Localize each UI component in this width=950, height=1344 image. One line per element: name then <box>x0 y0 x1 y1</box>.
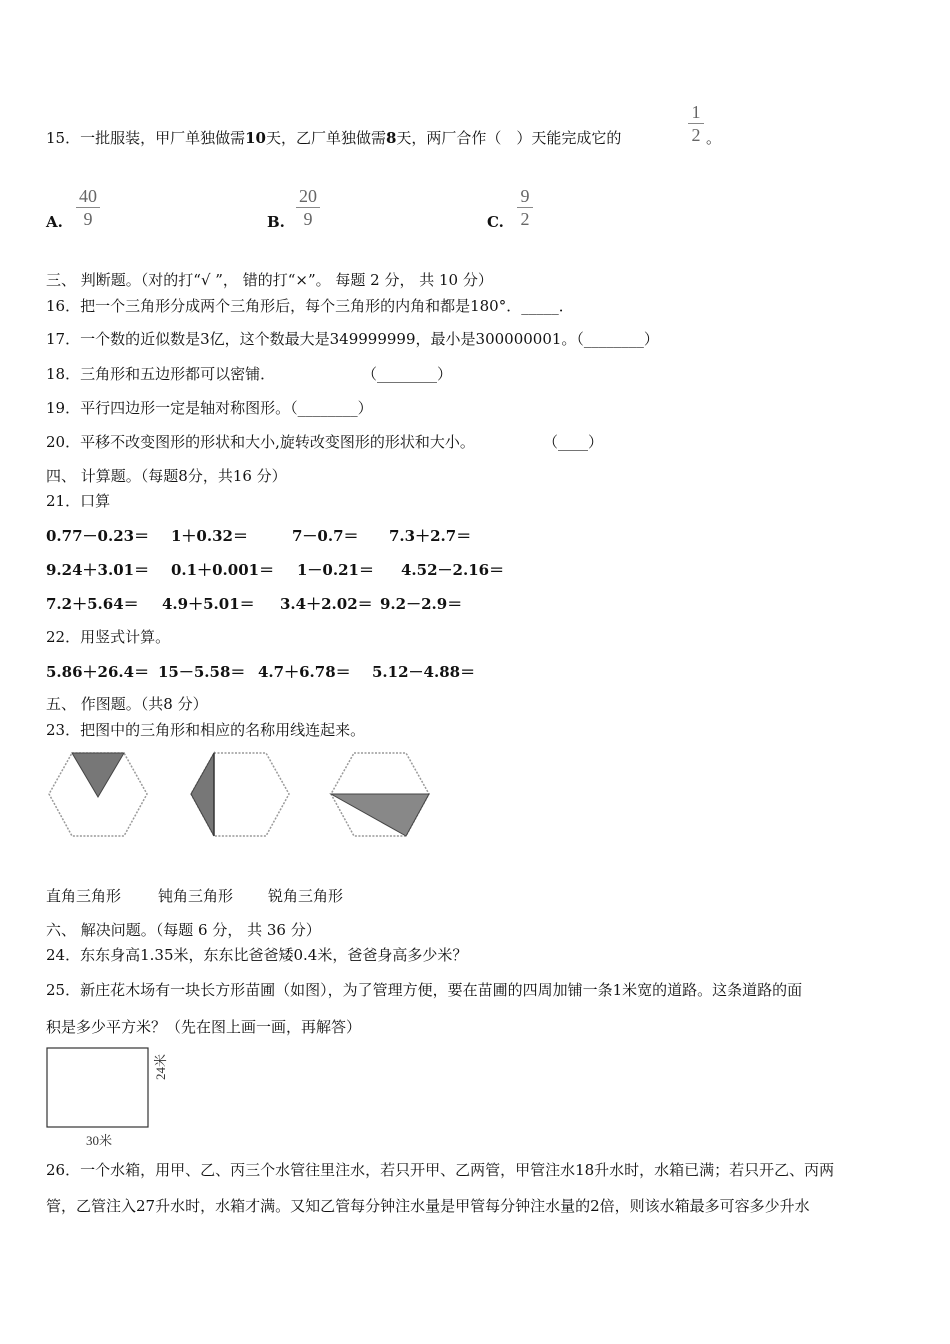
calc-item: 7－0.7＝ <box>292 527 359 545</box>
question-15: 15．一批服装，甲厂单独做需10天，乙厂单独做需8天，两厂合作（ ）天能完成它的 <box>46 129 622 147</box>
calc-item: 9.2－2.9＝ <box>380 595 463 613</box>
label-obtuse-triangle[interactable]: 钝角三角形 <box>158 887 234 905</box>
question-26-line-1: 26．一个水箱，用甲、乙、丙三个水管往里注水，若只开甲、乙两管，甲管注水18升水时，水箱已满；若只开乙、丙两 <box>46 1161 835 1179</box>
triangle-shaded-2 <box>191 753 214 836</box>
calc-item: 4.52－2.16＝ <box>401 561 505 579</box>
option-c-label[interactable]: C. <box>487 213 504 231</box>
section-3-heading: 三、 判断题。（对的打“√ ”， 错的打“×”。 每题 2 分， 共 10 分） <box>46 271 493 289</box>
triangle-shaded-1 <box>72 753 124 797</box>
question-23: 23．把图中的三角形和相应的名称用线连起来。 <box>46 721 366 739</box>
label-acute-triangle[interactable]: 锐角三角形 <box>268 887 344 905</box>
section-5-heading: 五、 作图题。（共8 分） <box>46 695 208 713</box>
label-right-triangle[interactable]: 直角三角形 <box>46 887 122 905</box>
question-25-line-2: 积是多少平方米？（先在图上画一画，再解答） <box>46 1018 362 1036</box>
hexagon-figure-2[interactable] <box>188 750 292 840</box>
question-20: 20．平移不改变图形的形状和大小,旋转改变图形的形状和大小。 <box>46 433 475 451</box>
calc-item: 7.2＋5.64＝ <box>46 595 139 613</box>
option-b-fraction: 20 9 <box>296 186 320 229</box>
calc-item: 5.86＋26.4＝ <box>46 663 150 681</box>
q15-fraction: 1 2 <box>688 102 704 145</box>
rect-side-label: 24米 <box>153 1053 168 1080</box>
question-21: 21．口算 <box>46 492 111 510</box>
calc-item: 0.77－0.23＝ <box>46 527 150 545</box>
calc-item: 4.7＋6.78＝ <box>258 663 351 681</box>
hexagon-figure-3[interactable] <box>328 750 432 840</box>
calc-item: 4.9＋5.01＝ <box>162 595 255 613</box>
q15-end-punct: 。 <box>706 129 722 147</box>
question-17: 17．一个数的近似数是3亿，这个数最大是349999999，最小是300000001。（________） <box>46 330 659 348</box>
option-a-fraction: 40 9 <box>76 186 100 229</box>
calc-item: 0.1＋0.001＝ <box>171 561 275 579</box>
option-a-label[interactable]: A. <box>46 213 63 231</box>
calc-item: 9.24＋3.01＝ <box>46 561 150 579</box>
q20-answer-blank[interactable]: （____） <box>543 433 604 451</box>
section-6-heading: 六、 解决问题。（每题 6 分， 共 36 分） <box>46 921 321 939</box>
hexagon-figure-1[interactable] <box>46 750 150 840</box>
calc-item: 1＋0.32＝ <box>171 527 248 545</box>
section-4-heading: 四、 计算题。（每题8分，共16 分） <box>46 467 287 485</box>
question-16: 16．把一个三角形分成两个三角形后，每个三角形的内角和都是180°．_____． <box>46 297 574 315</box>
q18-answer-blank[interactable]: （________） <box>362 365 453 383</box>
calc-item: 7.3＋2.7＝ <box>389 527 472 545</box>
question-19: 19．平行四边形一定是轴对称图形。（________） <box>46 399 373 417</box>
calc-item: 5.12－4.88＝ <box>372 663 476 681</box>
calc-item: 1－0.21＝ <box>297 561 374 579</box>
calc-item: 15－5.58＝ <box>158 663 246 681</box>
option-b-label[interactable]: B. <box>267 213 285 231</box>
question-24: 24．东东身高1.35米，东东比爸爸矮0.4米，爸爸身高多少米？ <box>46 946 468 964</box>
question-26-line-2: 管，乙管注入27升水时，水箱才满。又知乙管每分钟注水量是甲管每分钟注水量的2倍，则该水箱最多可容多少升水 <box>46 1197 810 1215</box>
triangle-shaded-3 <box>331 794 429 836</box>
question-25-line-1: 25．新庄花木场有一块长方形苗圃（如图），为了管理方便，要在苗圃的四周加铺一条1米宽的道路。这条道路的面 <box>46 981 803 999</box>
question-18: 18．三角形和五边形都可以密铺． <box>46 365 276 383</box>
nursery-rectangle[interactable] <box>46 1047 150 1129</box>
question-22: 22．用竖式计算。 <box>46 628 171 646</box>
calc-item: 3.4＋2.02＝ <box>280 595 373 613</box>
option-c-fraction: 9 2 <box>517 186 533 229</box>
rect-bottom-label: 30米 <box>86 1133 113 1148</box>
